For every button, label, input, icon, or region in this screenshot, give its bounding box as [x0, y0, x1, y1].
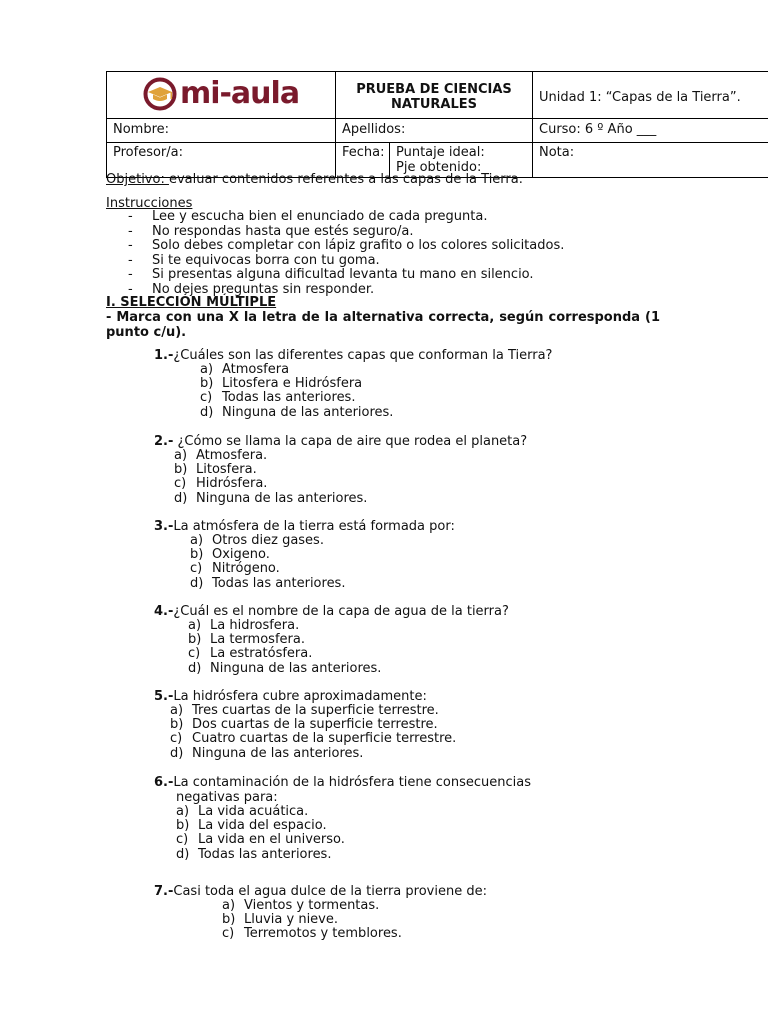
option-letter: c) — [200, 390, 213, 406]
question-prompt — [154, 775, 660, 790]
question-prompt — [154, 884, 660, 899]
option-text: Lluvia y nieve. — [244, 912, 338, 928]
option-letter: b) — [188, 632, 202, 648]
question-prompt — [154, 689, 660, 704]
option-letter: d) — [188, 660, 202, 676]
answer-option[interactable] — [190, 577, 660, 591]
objective — [106, 172, 523, 188]
option-text: La estratósfera. — [210, 646, 313, 662]
option-text: Tres cuartas de la superficie terrestre. — [192, 703, 439, 718]
option-text: Otros diez gases. — [212, 533, 324, 548]
option-letter: d) — [174, 490, 188, 506]
option-letter: d) — [200, 404, 214, 420]
bullet-dash: - — [128, 281, 133, 297]
instruction-item — [128, 210, 564, 225]
objective-label: Objetivo: — [106, 172, 169, 187]
question-1 — [154, 348, 660, 420]
question-number: 6.- — [154, 775, 174, 790]
section-instruction: - Marca con una X la letra de la alternativa correcta, según corresponda (1 punto c/u). — [106, 310, 660, 340]
answer-option[interactable] — [200, 391, 660, 405]
instruction-item — [128, 239, 564, 254]
option-letter: b) — [170, 717, 184, 733]
answer-option[interactable] — [222, 913, 660, 927]
option-text: La vida en el universo. — [198, 832, 345, 848]
unit-label: Unidad 1: “Capas de la Tierra”. — [533, 72, 768, 119]
option-letter: b) — [176, 818, 190, 834]
answer-option[interactable] — [174, 477, 660, 491]
section-title: I. SELECCIÓN MÚLTIPLE — [106, 295, 277, 310]
option-text: Todas las anteriores. — [198, 846, 332, 862]
nombre-field[interactable]: Nombre: — [107, 119, 336, 143]
exam-title: PRUEBA DE CIENCIAS NATURALES — [336, 72, 533, 119]
option-letter: b) — [200, 376, 214, 392]
answer-option[interactable] — [176, 819, 660, 833]
question-text: ¿Cómo se llama la capa de aire que rodea el planeta? — [173, 434, 528, 449]
objective-text: evaluar contenidos referentes a las capas de la Tierra. — [168, 172, 523, 187]
option-letter: a) — [170, 703, 184, 718]
option-text: Atmosfera — [222, 362, 290, 377]
nota-field[interactable]: Nota: — [533, 143, 768, 178]
answer-options — [154, 899, 660, 942]
option-letter: c) — [170, 731, 183, 747]
option-letter: d) — [176, 846, 190, 862]
option-text: La vida acuática. — [198, 804, 309, 819]
answer-option[interactable] — [176, 805, 660, 819]
question-number: 2.- — [154, 434, 174, 449]
option-text: Litosfera e Hidrósfera — [222, 376, 363, 392]
option-text: Litosfera. — [196, 462, 257, 478]
option-letter: a) — [188, 618, 202, 633]
instructions-list — [128, 210, 564, 297]
curso-field[interactable]: Curso: 6 º Año ___ — [533, 119, 768, 143]
option-text: Todas las anteriores. — [212, 575, 346, 591]
option-text: Cuatro cuartas de la superficie terrestre. — [192, 731, 457, 747]
answer-option[interactable] — [222, 899, 660, 913]
option-letter: c) — [190, 561, 203, 577]
answer-option[interactable] — [176, 848, 660, 862]
question-text: La atmósfera de la tierra está formada por: — [173, 519, 455, 534]
answer-option[interactable] — [188, 633, 660, 647]
instruction-item — [128, 225, 564, 240]
answer-option[interactable] — [174, 449, 660, 463]
question-4 — [154, 604, 660, 676]
question-number: 3.- — [154, 519, 174, 534]
option-letter: c) — [222, 926, 235, 942]
option-text: Todas las anteriores. — [222, 390, 356, 406]
option-text: Ninguna de las anteriores. — [222, 404, 394, 420]
answer-option[interactable] — [170, 704, 660, 718]
option-text: Terremotos y temblores. — [244, 926, 402, 942]
question-prompt — [154, 434, 660, 449]
answer-option[interactable] — [174, 463, 660, 477]
profesor-field[interactable]: Profesor/a: — [107, 143, 336, 178]
question-text: Casi toda el agua dulce de la tierra proviene de: — [173, 884, 487, 899]
bullet-dash: - — [128, 267, 133, 282]
option-letter: a) — [176, 804, 190, 819]
option-letter: b) — [174, 462, 188, 478]
option-letter: b) — [222, 912, 236, 928]
answer-options — [154, 805, 660, 862]
option-letter: c) — [188, 646, 201, 662]
header-table — [106, 71, 768, 178]
answer-option[interactable] — [222, 927, 660, 941]
answer-option[interactable] — [200, 377, 660, 391]
answer-option[interactable] — [170, 732, 660, 746]
answer-option[interactable] — [170, 718, 660, 732]
option-text: Ninguna de las anteriores. — [192, 745, 364, 761]
bullet-dash: - — [128, 223, 133, 239]
question-3 — [154, 519, 660, 591]
option-text: Hidrósfera. — [196, 476, 268, 492]
option-letter: a) — [200, 362, 214, 377]
option-text: Dos cuartas de la superficie terrestre. — [192, 717, 438, 733]
option-text: La hidrosfera. — [210, 618, 300, 633]
answer-option[interactable] — [188, 619, 660, 633]
option-letter: a) — [174, 448, 188, 463]
question-prompt — [154, 604, 660, 619]
logo-cell — [107, 72, 336, 119]
fecha-field[interactable]: Fecha: — [336, 143, 390, 178]
option-text: Ninguna de las anteriores. — [210, 660, 382, 676]
bullet-dash: - — [128, 209, 133, 224]
answer-option[interactable] — [190, 534, 660, 548]
logo-text: mi-aula — [179, 76, 300, 111]
instruction-text: Si presentas alguna dificultad levanta tu mano en silencio. — [152, 267, 534, 282]
option-letter: b) — [190, 547, 204, 563]
bullet-dash: - — [128, 252, 133, 268]
option-text: Nitrógeno. — [212, 561, 280, 577]
option-text: Oxigeno. — [212, 547, 270, 563]
answer-options — [154, 534, 660, 591]
question-6 — [154, 775, 660, 862]
option-text: Ninguna de las anteriores. — [196, 490, 368, 506]
answer-option[interactable] — [200, 406, 660, 420]
option-letter: c) — [174, 476, 187, 492]
question-text: La contaminación de la hidrósfera tiene consecuencias — [173, 775, 532, 790]
option-letter: a) — [190, 533, 204, 548]
instructions-title: Instrucciones — [106, 196, 193, 211]
question-number: 5.- — [154, 689, 174, 704]
question-2 — [154, 434, 660, 506]
option-letter: d) — [170, 745, 184, 761]
graduation-cap-icon — [143, 77, 177, 111]
answer-option[interactable] — [190, 548, 660, 562]
question-text: ¿Cuál es el nombre de la capa de agua de la tierra? — [173, 604, 509, 619]
question-7 — [154, 884, 660, 942]
question-5 — [154, 689, 660, 761]
answer-option[interactable] — [200, 363, 660, 377]
question-number: 7.- — [154, 884, 174, 899]
answer-options — [154, 704, 660, 761]
instruction-text: Solo debes completar con lápiz grafito o los colores solicitados. — [152, 238, 565, 253]
question-prompt — [154, 348, 660, 363]
answer-option[interactable] — [174, 492, 660, 506]
question-text: ¿Cuáles son las diferentes capas que conforman la Tierra? — [173, 348, 553, 363]
instruction-text: No respondas hasta que estés seguro/a. — [152, 223, 414, 239]
answer-option[interactable] — [188, 647, 660, 661]
answer-options — [154, 363, 660, 420]
instruction-item — [128, 268, 564, 283]
question-text: La hidrósfera cubre aproximadamente: — [173, 689, 427, 704]
instruction-text: Lee y escucha bien el enunciado de cada pregunta. — [152, 209, 488, 224]
question-number: 1.- — [154, 348, 174, 363]
answer-option[interactable] — [190, 562, 660, 576]
question-number: 4.- — [154, 604, 174, 619]
answer-option[interactable] — [170, 747, 660, 761]
answer-options — [154, 619, 660, 676]
answer-option[interactable] — [176, 833, 660, 847]
pje-obtenido-label: Pje obtenido: — [396, 160, 482, 175]
option-letter: d) — [190, 575, 204, 591]
instruction-text: Si te equivocas borra con tu goma. — [152, 252, 380, 268]
mi-aula-logo — [143, 77, 299, 111]
option-letter: c) — [176, 832, 189, 848]
answer-options — [154, 449, 660, 506]
option-text: La vida del espacio. — [198, 818, 327, 834]
instruction-item — [128, 254, 564, 269]
question-prompt — [154, 519, 660, 534]
option-text: La termosfera. — [210, 632, 305, 648]
instruction-text: No dejes preguntas sin responder. — [152, 281, 375, 297]
question-text-continued: negativas para: — [176, 790, 278, 805]
option-text: Vientos y tormentas. — [244, 898, 380, 913]
answer-option[interactable] — [188, 662, 660, 676]
option-letter: a) — [222, 898, 236, 913]
apellidos-field[interactable]: Apellidos: — [336, 119, 533, 143]
bullet-dash: - — [128, 238, 133, 253]
puntaje-ideal-label: Puntaje ideal: — [396, 145, 485, 160]
option-text: Atmosfera. — [196, 448, 268, 463]
